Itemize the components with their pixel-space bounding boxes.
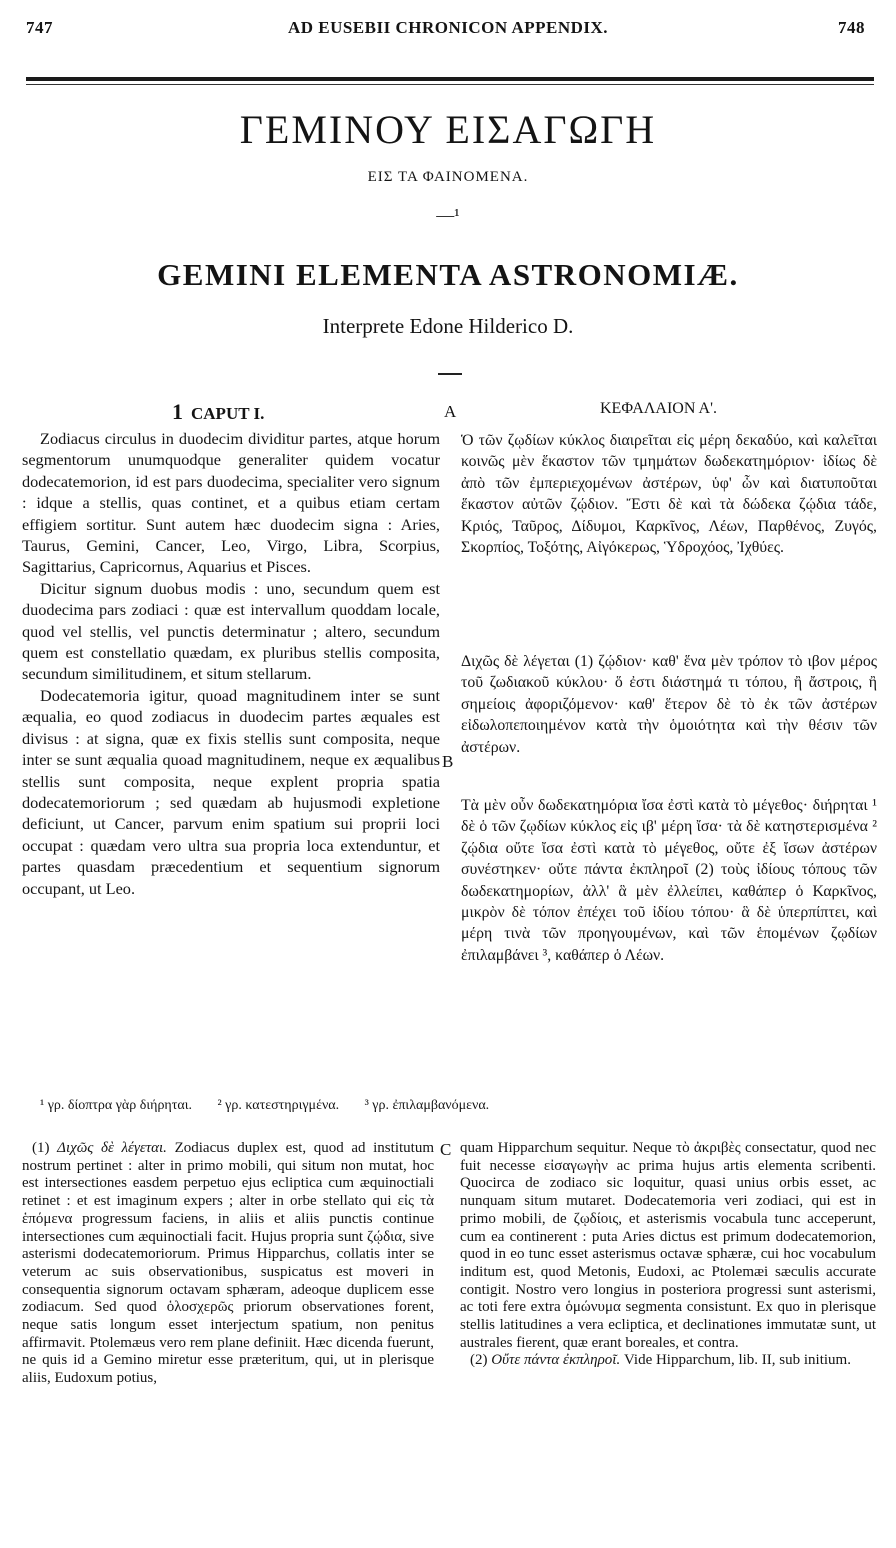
note-1-text: Zodiacus duplex est, quod ad institutum nostrum pertinet : alter in primo mobili, qui situm non mutat, hoc est intersectiones easdem perpetuo ejus ecliptica cum æquinoctiali retinet : et est imaginum expers ; alter in orbe stellato qui εἰς τὰ ἑπόμενα progressum faciens, in aliis et aliis punctis continue intersectiones cum æquinoctiali facit. Hujus propria sunt ζῴδια, sive asterismi dodecatemoriorum. Primus Hipparchus, collatis inter se veterum ac suis observationibus, suspicatus est moveri in consequentia signorum octavam sphæram, adeoque duplicem esse zodiacum. Sed quod ὁλοσχερῶς priorum observationes forent, neque satis longum esset interjectum spatium, non penitus affirmavit. Ptolemæus vero rem plane definiit. Hæc dicenda fuerunt, ne quis id a Gemino miretur esse præteritum, qui, ut in plerisque aliis, Eudoxum potius, bbox=[22, 1140, 434, 1387]
note-2-number: (2) bbox=[470, 1352, 488, 1369]
margin-letter-c: C bbox=[440, 1140, 452, 1159]
greek-subtitle: ΕΙΣ ΤΑ ΦΑΙΝΟΜΕΝΑ. bbox=[367, 169, 529, 185]
note-2-text: Vide Hipparchum, lib. II, sub initium. bbox=[623, 1352, 851, 1369]
latin-paragraph-1: Zodiacus circulus in duodecim dividitur partes, atque horum segmentorum unumquodque generaliter quidem vocatur dodecatemorion, id est pars duodecima, specialiter vero signum : idque a stellis, quas continet, et a quibus etiam certam effigiem sortitur. Sunt autem hæc duodecim signa : Aries, Taurus, Gemini, Cancer, Leo, Virgo, Libra, Scorpius, Sagittarius, Capricornus, Aquarius et Pisces. bbox=[22, 429, 440, 577]
footnote-2: ² γρ. κατεστηριγμένα. bbox=[217, 1098, 340, 1113]
note-2 bbox=[460, 1352, 876, 1370]
latin-title: GEMINI ELEMENTA ASTRONOMIÆ. bbox=[157, 257, 739, 292]
short-rule bbox=[438, 373, 462, 375]
page-number-right: 748 bbox=[838, 18, 865, 37]
note-1 bbox=[22, 1140, 434, 1388]
note-1-continuation: quam Hipparchum sequitur. Neque τὸ ἀκριβὲς consectatur, quod nec fuit necesse εἰσαγωγὴν ac prima hujus artis elementa scribenti. Quocirca de zodiaco sic loquitur, quasi unius orbis esset, ac nunquam situm mutaret. Dodecatemoria veri zodiaci, qui est in primo mobili, de ζῳδίοις, et asterismis vocabula tunc acceperunt, cum ea continerent : puta Aries dictus est primum dodecatemorion, quod in eo tunc esset asterismus octavæ sphæræ, cui hoc vocabulum inditum est, quod Metonis, Eudoxi, ac Ptolemæi sæculis accurate contigit. Nostro vero longius in posteriora progressi sunt asterismi, ac toti fere extra ὁμώνυμα segmenta consistunt. Ex quo in plerisque stellis latitudines a vera ecliptica, et declinationes immutatæ sunt, ut australes fierent, quæ erant boreales, et contra. bbox=[460, 1140, 876, 1351]
latin-paragraph-3: Dodecatemoria igitur, quoad magnitudinem inter se sunt æqualia, eo quod zodiacus in duodecim partes æquales est divisus : at signa, quæ ex fixis stellis sunt composita, neque inter se sunt æqualia quoad magnitudinem, neque ex æqualibus stellis sunt composita, neque explent propria spatia dodecatemoriorum ; sed quædam ab hujusmodi expletione deficiunt, ut Cancer, parvum enim spatium sui proprii loci occupat : quædam vero ultra sua propria loca extenduntur, et partes quasdam præcedentium et sequentium signorum occupant, ut Leo. bbox=[22, 685, 440, 898]
latin-paragraph-2: Dicitur signum duobus modis : uno, secundum quem est duodecima pars zodiaci : quæ est intervallum quoddam locale, quod vel stellis, vel punctis determinatur ; altero, secundum quem est constellatio quædam, ex pluribus stellis composita, secundum similitudinem, et situm stellarum. bbox=[22, 578, 440, 684]
greek-paragraph-3: Τὰ μὲν οὖν δωδεκατημόρια ἴσα ἐστὶ κατὰ τὸ μέγεθος· διήρηται ¹ δὲ ὁ τῶν ζῳδίων κύκλος εἰς ιβ' μέρη ἴσα· τὰ δὲ κατηστερισμένα ² ζῴδια οὔτε ἴσα ἐστὶ κατὰ τὸ μέγεθος, οὔτε ἐξ ἴσων ἀστέρων συνέστηκεν· οὔτε πάντα ἐκπληροῖ (2) τοὺς ἰδίους τόπους τῶν δωδεκατημορίων, ἀλλ' ἃ μὲν ἐλλείπει, καθάπερ ὁ Καρκῖνος, μικρὸν δὲ τόπον ἐπέχει τοῦ ἰδίου τόπου· ἃ δὲ ὑπερπίπτει, καὶ μέρη τινὰ τῶν προηγουμένων, καὶ τῶν ἑπομένων ζῳδίων ἐπιλαμβάνει ³, καθάπερ ὁ Λέων. bbox=[461, 797, 877, 964]
margin-letter-a: A bbox=[444, 402, 457, 421]
running-title: AD EUSEBII CHRONICON APPENDIX. bbox=[287, 18, 609, 37]
footnote-3: ³ γρ. ἐπιλαμβανόμενα. bbox=[364, 1098, 490, 1113]
title-dash: —¹ bbox=[436, 205, 460, 225]
notes-right-column bbox=[460, 1140, 876, 1370]
note-1-number: (1) bbox=[32, 1140, 50, 1156]
notes-left-column bbox=[22, 1140, 434, 1388]
note-2-lemma: Οὔτε πάντα ἐκπληροῖ. bbox=[491, 1352, 621, 1369]
interpreter-line: Interprete Edone Hilderico D. bbox=[322, 314, 574, 338]
greek-paragraph-2: Διχῶς δὲ λέγεται (1) ζῴδιον· καθ' ἕνα μὲν τρόπον τὸ ιβον μέρος τοῦ ζωδιακοῦ κύκλου· ὅ ἐστι διάστημά τι τόπου, ἢ ἄστροις, ἢ σημείοις ἀφοριζόμενον· καθ' ἕτερον δὲ τὸ ἐκ τῶν ἀστέρων εἰδωλοπεποιημένον κατὰ τὴν ὁμοιότητα καὶ τὴν θέσιν τῶν ἀστέρων. bbox=[461, 653, 877, 756]
margin-letter-b: B bbox=[442, 752, 454, 771]
greek-paragraph-1: Ὁ τῶν ζῳδίων κύκλος διαιρεῖται εἰς μέρη δεκαδύο, καὶ καλεῖται κοινῶς μὲν ἕκαστον τῶν τμημάτων δωδεκατημόριον· ἰδίως δὲ ἀπὸ τῶν ἐμπεριεχομένων ἀστέρων, ὑφ' ὧν καὶ διατυποῦται ἕκαστον αὐτῶν ζῴδιον. Ἔστι δὲ καὶ τὰ δώδεκα ζῴδια τάδε, Κριός, Ταῦρος, Δίδυμοι, Καρκῖνος, Λέων, Παρθένος, Ζυγός, Σκορπίος, Τοξότης, Αἰγόκερως, Ὑδροχόος, Ἰχθύες. bbox=[461, 432, 877, 557]
caput-label: CAPUT I. bbox=[191, 404, 265, 423]
note-1-lemma: Διχῶς δὲ λέγεται. bbox=[57, 1140, 167, 1156]
left-chapter-heading bbox=[172, 399, 264, 425]
header-rule-thin bbox=[26, 84, 874, 85]
footnotes bbox=[40, 1098, 860, 1114]
right-chapter-heading: ΚΕΦΑΛΑΙΟΝ Α'. bbox=[600, 400, 717, 417]
header-rule-thick bbox=[26, 77, 874, 81]
footnote-1: ¹ γρ. δίοπτρα γὰρ διήρηται. bbox=[40, 1098, 192, 1113]
chapter-number: 1 bbox=[172, 399, 183, 424]
page-number-left: 747 bbox=[26, 18, 53, 37]
latin-column bbox=[22, 428, 440, 899]
greek-title: ΓΕΜΙΝΟΥ ΕΙΣΑΓΩΓΗ bbox=[239, 107, 657, 152]
